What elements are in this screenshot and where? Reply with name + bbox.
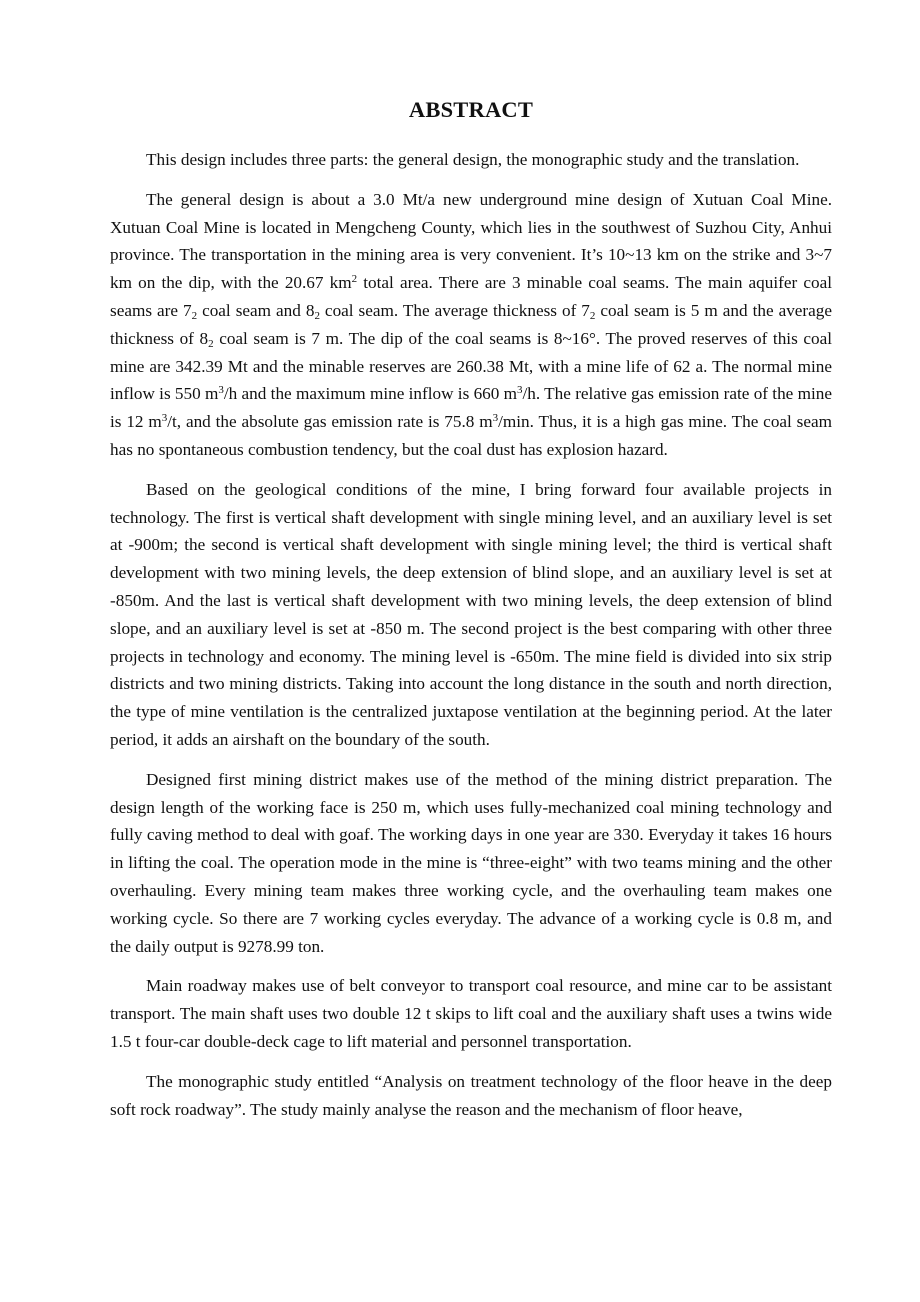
abstract-title: ABSTRACT [408, 97, 534, 122]
paragraph-mining-district: Designed first mining district makes use of the method of the mining district preparation. The design length of the working face is 250 m, which uses fully-mechanized coal mining technology and fully caving method to deal with goaf. The working days in one year are 330. Everyday it takes 16 hours in lifting the coal. The operation mode in the mine is “three-eight” with two teams mining and the other overhauling. Every mining team makes three working cycle, and the overhauling team makes one working cycle. So there are 7 working cycles everyday. The advance of a working cycle is 0.8 m, and the daily output is 9278.99 ton. [110, 769, 832, 956]
p2-s8: coal seam is 5 m and the average thickness of 8 [110, 300, 832, 348]
p2-s5: 2 [314, 309, 320, 322]
p2-s9: 2 [208, 337, 214, 350]
p2-s1: 2 [351, 273, 358, 286]
p2-s16: /t, and the absolute gas emission rate is 75.8 m [167, 412, 493, 432]
p2-s14: /h. The relative gas emission rate of the mine is 12 m [110, 384, 832, 432]
paragraph-transport: Main roadway makes use of belt conveyor to transport coal resource, and mine car to be assistant transport. The main shaft uses two double 12 t skips to lift coal and the auxiliary shaft uses a twins wide 1.5 t four-car double-deck cage to lift material and personnel transportation. [110, 976, 832, 1051]
p2-s2: total area. There are 3 minable coal seams. The main aquifer coal seams are 7 [110, 273, 832, 320]
p2-s6: coal seam. The average thickness of 7 [319, 300, 590, 320]
p2-s17: 3 [492, 412, 499, 425]
p2-s3: 2 [191, 309, 198, 322]
p2-s12: /h and the maximum mine inflow is 660 m [223, 384, 518, 404]
p2-s10: coal seam is 7 m. The dip of the coal seams is 8~16°. The proved reserves of this coal mine are 342.39 Mt and the minable reserves are 260.38 Mt, with a mine life of 62 a. The normal mine inflow is 550 m [110, 328, 832, 404]
p2-s4: coal seam and 8 [197, 300, 315, 320]
p2-s15: 3 [161, 412, 168, 425]
paragraph-general-design [110, 186, 832, 464]
paragraph-intro: This design includes three parts: the general design, the monographic study and the translation. [146, 150, 800, 169]
p2-s11: 3 [218, 384, 224, 397]
paragraph-monographic-study: The monographic study entitled “Analysis on treatment technology of the floor heave in the deep soft rock roadway”. The study mainly analyse the reason and the mechanism of floor heave, [110, 1071, 832, 1119]
p2-s18: /min. Thus, it is a high gas mine. The coal seam has no spontaneous combustion tendency, but the coal dust has explosion hazard. [110, 412, 832, 459]
p2-s0: The general design is about a 3.0 Mt/a new underground mine design of Xutuan Coal Mine. Xutuan Coal Mine is located in Mengcheng County, which lies in the southwest of Suzhou City, Anhui province. The transportation in the mining area is very convenient. It’s 10~13 km on the strike and 3~7 km on the dip, with the 20.67 km [110, 189, 832, 293]
paragraph-projects: Based on the geological conditions of the mine, I bring forward four available projects in technology. The first is vertical shaft development with single mining level, and an auxiliary level is set at -900m; the second is vertical shaft development with single mining level; the third is vertical shaft development with two mining levels, the deep extension of blind slope, and an auxiliary level is set at -850m. And the last is vertical shaft development with two mining levels, the deep extension of blind slope, and an auxiliary level is set at -850 m. The second project is the best comparing with other three projects in technology and economy. The mining level is -650m. The mine field is divided into six strip districts and two mining districts. Taking into account the long distance in the south and north direction, the type of mine ventilation is the centralized juxtapose ventilation at the beginning period. At the later period, it adds an airshaft on the boundary of the south. [110, 479, 832, 749]
p2-s7: 2 [589, 309, 596, 322]
p2-s13: 3 [517, 384, 523, 397]
